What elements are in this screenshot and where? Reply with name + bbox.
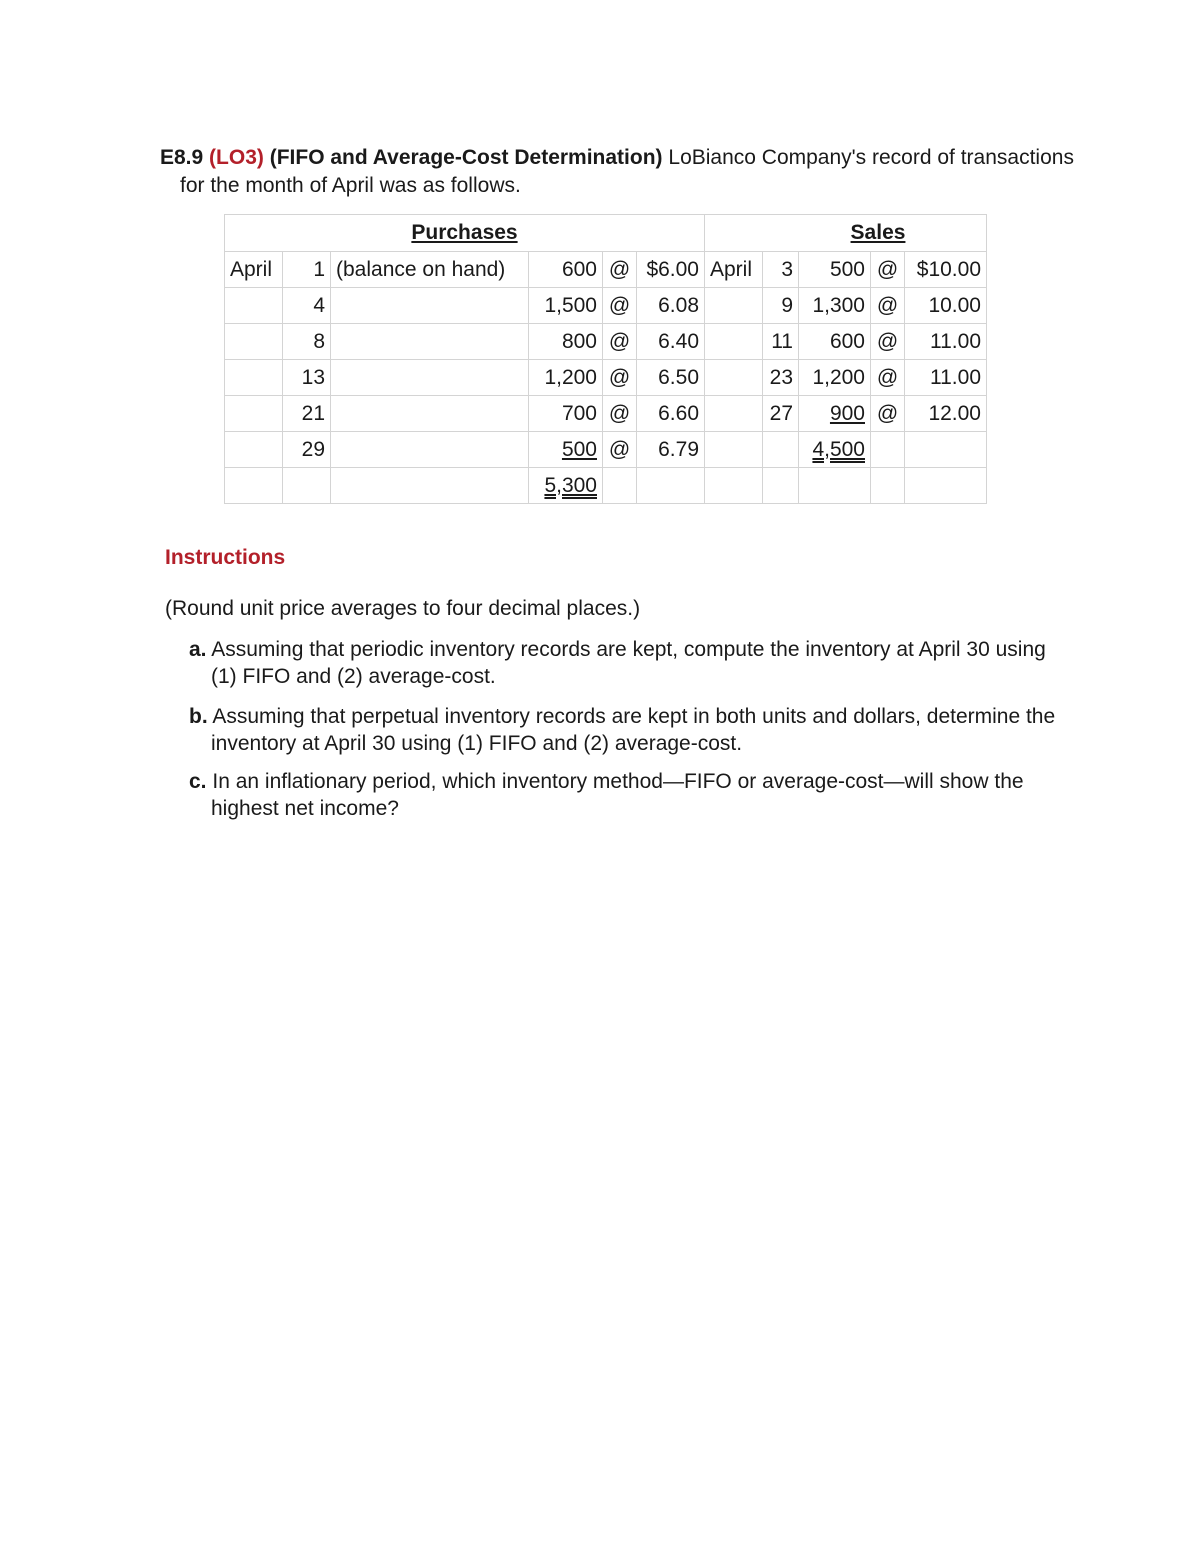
purchase-description xyxy=(331,432,529,468)
purchase-price: 6.60 xyxy=(637,396,705,432)
sale-day xyxy=(763,432,799,468)
exercise-intro: LoBianco Company's record of transactions for the month of April was as follows. xyxy=(180,146,1074,197)
purchase-price: $6.00 xyxy=(637,252,705,288)
at-sign: @ xyxy=(603,396,637,432)
empty-cell xyxy=(905,468,987,504)
item-text: Assuming that periodic inventory records are kept, compute the inventory at April 30 using (1) FIFO and (2) average-cost. xyxy=(211,638,1046,688)
exercise-heading xyxy=(160,144,1080,200)
at-sign: @ xyxy=(603,324,637,360)
learning-objective: (LO3) xyxy=(209,146,264,169)
sale-month xyxy=(705,288,763,324)
sale-price: $10.00 xyxy=(905,252,987,288)
sale-day: 23 xyxy=(763,360,799,396)
instructions-title: Instructions xyxy=(165,546,286,569)
at-sign: @ xyxy=(871,396,905,432)
purchases-total: 5,300 xyxy=(529,468,603,504)
table-row xyxy=(225,288,987,324)
table-header-row xyxy=(225,215,987,252)
purchase-day: 29 xyxy=(283,432,331,468)
item-marker: a. xyxy=(189,638,207,661)
purchase-price: 6.79 xyxy=(637,432,705,468)
empty-cell xyxy=(331,468,529,504)
sale-quantity: 900 xyxy=(799,396,871,432)
sale-day: 27 xyxy=(763,396,799,432)
empty-cell xyxy=(225,468,283,504)
sale-month: April xyxy=(705,252,763,288)
empty-cell xyxy=(283,468,331,504)
purchase-day: 4 xyxy=(283,288,331,324)
sale-price: 10.00 xyxy=(905,288,987,324)
purchase-description xyxy=(331,396,529,432)
purchase-month: April xyxy=(225,252,283,288)
sale-price: 11.00 xyxy=(905,360,987,396)
purchase-description: (balance on hand) xyxy=(331,252,529,288)
purchase-price: 6.08 xyxy=(637,288,705,324)
empty-cell xyxy=(871,468,905,504)
purchase-quantity: 500 xyxy=(529,432,603,468)
sale-quantity: 1,200 xyxy=(799,360,871,396)
table-row xyxy=(225,324,987,360)
empty-cell xyxy=(871,432,905,468)
item-text: In an inflationary period, which inventory method—FIFO or average-cost—will show the highest net income? xyxy=(211,770,1024,820)
purchase-day: 1 xyxy=(283,252,331,288)
empty-cell xyxy=(799,468,871,504)
sale-month xyxy=(705,396,763,432)
item-text: Assuming that perpetual inventory records are kept in both units and dollars, determine the inventory at April 30 using (1) FIFO and (2) average-cost. xyxy=(211,705,1056,755)
sale-day: 9 xyxy=(763,288,799,324)
instruction-item xyxy=(189,636,1071,690)
at-sign: @ xyxy=(871,288,905,324)
purchase-quantity: 1,200 xyxy=(529,360,603,396)
table-row xyxy=(225,252,987,288)
sales-header: Sales xyxy=(705,215,987,252)
item-marker: c. xyxy=(189,770,207,793)
purchase-month xyxy=(225,324,283,360)
purchase-day: 13 xyxy=(283,360,331,396)
instruction-item xyxy=(189,768,1071,822)
purchase-quantity: 700 xyxy=(529,396,603,432)
sale-price: 11.00 xyxy=(905,324,987,360)
purchase-quantity: 600 xyxy=(529,252,603,288)
table-total-row xyxy=(225,468,987,504)
item-marker: b. xyxy=(189,705,208,728)
table-row xyxy=(225,432,987,468)
sales-total: 4,500 xyxy=(799,432,871,468)
purchase-quantity: 1,500 xyxy=(529,288,603,324)
empty-cell xyxy=(763,468,799,504)
instruction-item xyxy=(189,703,1071,757)
purchase-description xyxy=(331,360,529,396)
sale-day: 11 xyxy=(763,324,799,360)
sale-day: 3 xyxy=(763,252,799,288)
purchase-month xyxy=(225,288,283,324)
purchase-day: 8 xyxy=(283,324,331,360)
at-sign: @ xyxy=(871,252,905,288)
at-sign: @ xyxy=(871,324,905,360)
sale-month xyxy=(705,432,763,468)
purchase-description xyxy=(331,324,529,360)
at-sign: @ xyxy=(871,360,905,396)
sale-quantity: 500 xyxy=(799,252,871,288)
purchase-month xyxy=(225,396,283,432)
at-sign: @ xyxy=(603,432,637,468)
at-sign: @ xyxy=(603,360,637,396)
empty-cell xyxy=(705,468,763,504)
sale-month xyxy=(705,360,763,396)
transactions-table xyxy=(224,214,987,504)
table-row xyxy=(225,396,987,432)
at-sign: @ xyxy=(603,252,637,288)
purchase-month xyxy=(225,360,283,396)
at-sign: @ xyxy=(603,288,637,324)
purchase-price: 6.50 xyxy=(637,360,705,396)
empty-cell xyxy=(637,468,705,504)
purchase-price: 6.40 xyxy=(637,324,705,360)
rounding-note: (Round unit price averages to four decimal places.) xyxy=(165,597,641,620)
purchase-quantity: 800 xyxy=(529,324,603,360)
purchase-description xyxy=(331,288,529,324)
purchase-day: 21 xyxy=(283,396,331,432)
empty-cell xyxy=(905,432,987,468)
sale-quantity: 1,300 xyxy=(799,288,871,324)
table-row xyxy=(225,360,987,396)
purchases-header: Purchases xyxy=(225,215,705,252)
exercise-topic: (FIFO and Average-Cost Determination) xyxy=(269,146,663,169)
empty-cell xyxy=(603,468,637,504)
sale-quantity: 600 xyxy=(799,324,871,360)
sale-month xyxy=(705,324,763,360)
sale-price: 12.00 xyxy=(905,396,987,432)
purchase-month xyxy=(225,432,283,468)
exercise-number: E8.9 xyxy=(160,146,204,169)
